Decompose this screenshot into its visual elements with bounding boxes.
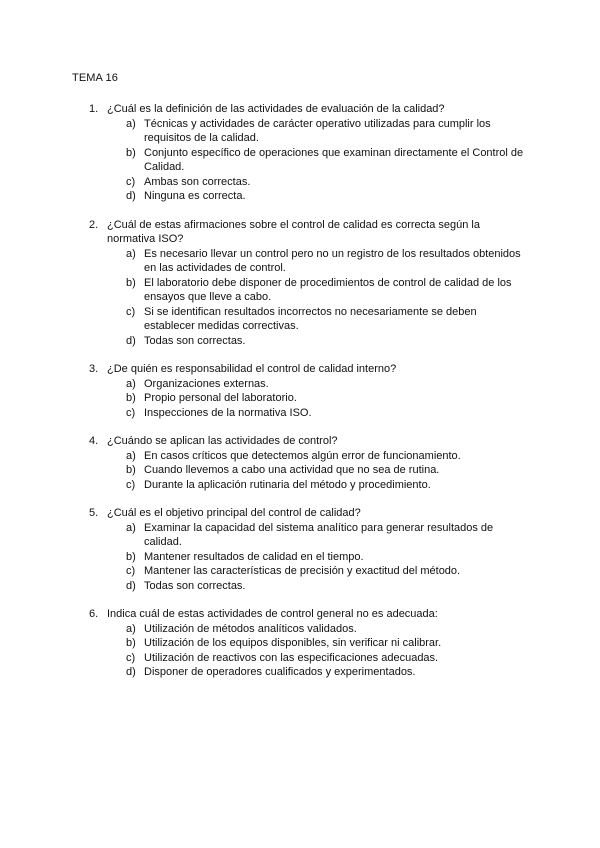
question-text: ¿Cuál es el objetivo principal del control de calidad? [107, 507, 361, 519]
topic-title: TEMA 16 [72, 72, 118, 84]
option-letter: d) [126, 666, 136, 678]
question-number: 4. [89, 435, 99, 447]
question-text: ¿Cuándo se aplican las actividades de control? [107, 435, 338, 447]
answer-option [0, 305, 600, 334]
option-letter: d) [126, 579, 136, 592]
answer-option [0, 377, 600, 392]
question-text: ¿Cuál de estas afirmaciones sobre el control de calidad es correcta según la normativa ISO? [107, 218, 480, 245]
answer-option [0, 521, 600, 550]
option-letter: b) [126, 392, 136, 404]
option-text: Todas son correctas. [144, 334, 246, 347]
question-text: ¿De quién es responsabilidad el control de calidad interno? [107, 363, 397, 375]
option-text: Conjunto específico de operaciones que examinan directamente el Control de Calidad. [144, 146, 524, 173]
option-letter: b) [126, 276, 136, 289]
answer-options [0, 117, 600, 204]
question-2 [0, 218, 600, 349]
option-text: Propio personal del laboratorio. [144, 392, 297, 404]
option-letter: b) [126, 146, 136, 159]
option-letter: c) [126, 478, 136, 491]
option-text: El laboratorio debe disponer de procedimientos de control de calidad de los ensayos que lleve a cabo. [144, 276, 512, 303]
answer-option [0, 636, 600, 651]
answer-option [0, 579, 600, 594]
answer-option [0, 406, 600, 421]
answer-option [0, 665, 600, 680]
option-text: Mantener las características de precisión y exactitud del método. [144, 565, 461, 577]
answer-option [0, 146, 600, 175]
option-letter: b) [126, 550, 136, 563]
option-letter: a) [126, 521, 136, 534]
option-text: Mantener resultados de calidad en el tiempo. [144, 550, 364, 563]
answer-option [0, 622, 600, 637]
question-number: 5. [89, 507, 99, 519]
option-letter: b) [126, 637, 136, 649]
answer-options [0, 449, 600, 493]
option-text: Todas son correctas. [144, 579, 246, 592]
answer-options [0, 521, 600, 594]
question-list [0, 102, 600, 694]
option-letter: d) [126, 190, 136, 202]
answer-option [0, 247, 600, 276]
option-text: Técnicas y actividades de carácter operativo utilizadas para cumplir los requisitos de la calidad. [144, 117, 491, 144]
answer-option [0, 449, 600, 464]
answer-options [0, 622, 600, 680]
option-letter: c) [126, 651, 136, 664]
answer-option [0, 189, 600, 204]
option-text: Organizaciones externas. [144, 377, 269, 390]
answer-option [0, 391, 600, 406]
option-text: Utilización de los equipos disponibles, sin verificar ni calibrar. [144, 637, 442, 649]
answer-options [0, 247, 600, 349]
question-text: ¿Cuál es la definición de las actividades de evaluación de la calidad? [107, 103, 445, 115]
option-letter: a) [126, 247, 136, 260]
question-number: 6. [89, 608, 99, 620]
question-number: 3. [89, 363, 99, 375]
option-text: Inspecciones de la normativa ISO. [144, 406, 312, 419]
question-1 [0, 102, 600, 204]
question-number: 1. [89, 103, 99, 115]
option-text: Es necesario llevar un control pero no un registro de los resultados obtenidos en las actividades de control. [144, 247, 521, 274]
answer-option [0, 564, 600, 579]
option-letter: d) [126, 334, 136, 347]
question-text: Indica cuál de estas actividades de control general no es adecuada: [107, 608, 438, 620]
question-6 [0, 607, 600, 680]
option-letter: c) [126, 175, 136, 188]
option-letter: a) [126, 377, 136, 390]
question-4 [0, 434, 600, 492]
option-text: Ambas son correctas. [144, 175, 251, 188]
answer-option [0, 175, 600, 190]
option-text: Utilización de reactivos con las especificaciones adecuadas. [144, 651, 439, 664]
option-letter: c) [126, 305, 136, 318]
option-text: Utilización de métodos analíticos validados. [144, 622, 357, 635]
option-letter: b) [126, 464, 136, 476]
option-text: Durante la aplicación rutinaria del método y procedimiento. [144, 478, 431, 491]
option-text: Si se identifican resultados incorrectos no necesariamente se deben establecer medidas correctivas. [144, 305, 477, 332]
answer-option [0, 117, 600, 146]
answer-option [0, 334, 600, 349]
answer-options [0, 377, 600, 421]
option-letter: c) [126, 406, 136, 419]
answer-option [0, 651, 600, 666]
option-letter: a) [126, 622, 136, 635]
option-letter: a) [126, 449, 136, 462]
option-text: Ninguna es correcta. [144, 190, 246, 202]
answer-option [0, 550, 600, 565]
question-number: 2. [89, 218, 99, 231]
answer-option [0, 276, 600, 305]
option-text: Examinar la capacidad del sistema analítico para generar resultados de calidad. [144, 521, 494, 548]
answer-option [0, 478, 600, 493]
option-letter: c) [126, 565, 136, 577]
option-text: En casos críticos que detectemos algún error de funcionamiento. [144, 449, 461, 462]
answer-option [0, 463, 600, 478]
question-5 [0, 506, 600, 593]
option-text: Disponer de operadores cualificados y experimentados. [144, 666, 416, 678]
question-3 [0, 362, 600, 420]
option-text: Cuando llevemos a cabo una actividad que no sea de rutina. [144, 464, 440, 476]
option-letter: a) [126, 117, 136, 130]
